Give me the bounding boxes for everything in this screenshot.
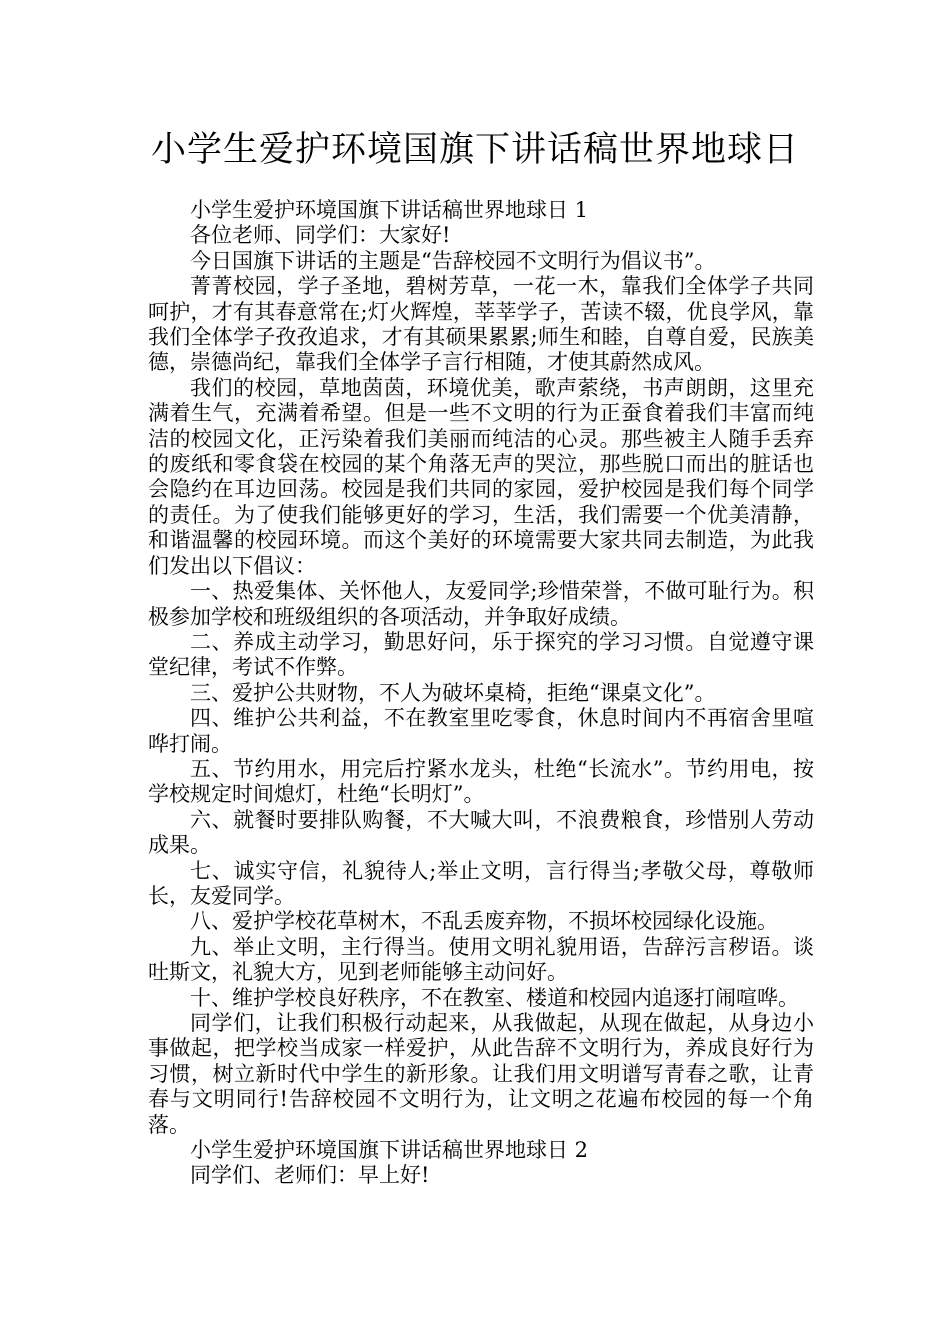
paragraph: 同学们、老师们：早上好!: [190, 1163, 430, 1188]
paragraph: 一、热爱集体、关怀他人，友爱同学;珍惜荣誉，不做可耻行为。积极参加学校和班级组织的各项活动，并争取好成绩。: [148, 579, 814, 629]
paragraph: 四、维护公共利益，不在教室里吃零食，休息时间内不再宿舍里喧哗打闹。: [148, 706, 814, 756]
paragraph: 同学们，让我们积极行动起来，从我做起，从现在做起，从身边小事做起，把学校当成家一样爱护，从此告辞不文明行为，养成良好行为习惯，树立新时代中学生的新形象。让我们用文明谱写青春之歌，让青春与文明同行!告辞校园不文明行为，让文明之花遍布校园的每一个角落。: [148, 1011, 814, 1137]
document-title: 小学生爱护环境国旗下讲话稿世界地球日: [150, 130, 799, 170]
document-body: [148, 198, 814, 1189]
paragraph: 五、节约用水，用完后拧紧水龙头，杜绝“长流水”。节约用电，按学校规定时间熄灯，杜绝“长明灯”。: [148, 756, 814, 807]
paragraph: 今日国旗下讲话的主题是“告辞校园不文明行为倡议书”。: [190, 248, 716, 273]
paragraph: 七、诚实守信，礼貌待人;举止文明，言行得当;孝敬父母，尊敬师长，友爱同学。: [148, 858, 814, 908]
paragraph: 十、维护学校良好秩序，不在教室、楼道和校园内追逐打闹喧哗。: [190, 985, 799, 1010]
paragraph: 我们的校园，草地茵茵，环境优美，歌声萦绕，书声朗朗，这里充满着生气，充满着希望。但是一些不文明的行为正蚕食着我们丰富而纯洁的校园文化，正污染着我们美丽而纯洁的心灵。那些被主人随手丢弃的废纸和零食袋在校园的某个角落无声的哭泣，那些脱口而出的脏话也会隐约在耳边回荡。校园是我们共同的家园，爱护校园是我们每个同学的责任。为了使我们能够更好的学习，生活，我们需要一个优美清静，和谐温馨的校园环境。而这个美好的环境需要大家共同去制造，为此我们发出以下倡议：: [148, 375, 814, 578]
paragraph: 各位老师、同学们：大家好!: [190, 223, 451, 248]
paragraph: 八、爱护学校花草树木，不乱丢废弃物，不损坏校园绿化设施。: [190, 909, 778, 934]
paragraph: 菁菁校园，学子圣地，碧树芳草，一花一木，靠我们全体学子共同呵护，才有其春意常在;灯火辉煌，莘莘学子，苦读不辍，优良学风，靠我们全体学子孜孜追求，才有其硕果累累;师生和睦，自尊自爱，民族美德，崇德尚纪，靠我们全体学子言行相随，才使其蔚然成风。: [148, 274, 814, 375]
paragraph: 二、养成主动学习，勤思好问，乐于探究的学习习惯。自觉遵守课堂纪律，考试不作弊。: [148, 629, 814, 680]
paragraph: 三、爱护公共财物，不人为破坏桌椅，拒绝“课桌文化”。: [190, 680, 716, 705]
paragraph: 小学生爱护环境国旗下讲话稿世界地球日 2: [190, 1138, 589, 1163]
paragraph: 六、就餐时要排队购餐，不大喊大叫，不浪费粮食，珍惜别人劳动成果。: [148, 807, 814, 858]
paragraph: 九、举止文明，主行得当。使用文明礼貌用语，告辞污言秽语。谈吐斯文，礼貌大方，见到老师能够主动问好。: [148, 934, 814, 985]
paragraph: 小学生爱护环境国旗下讲话稿世界地球日 1: [190, 198, 589, 222]
